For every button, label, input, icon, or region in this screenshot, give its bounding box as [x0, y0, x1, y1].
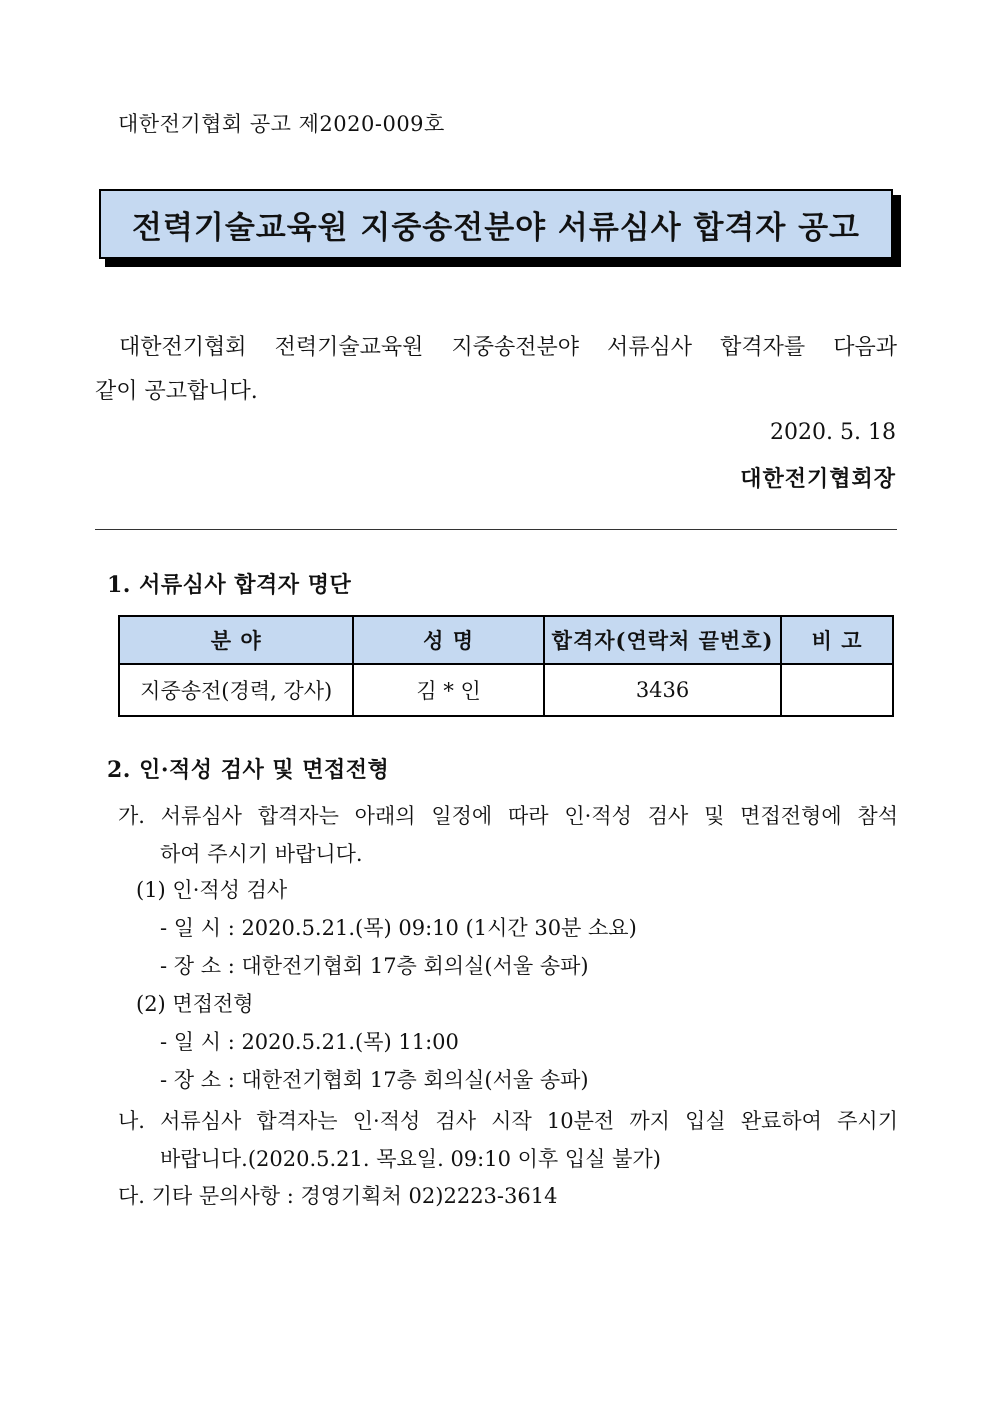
- item-ga-line-1: 가. 서류심사 합격자는 아래의 일정에 따라 인·적성 검사 및 면접전형에 참석: [118, 804, 898, 828]
- section-2-heading: 2. 인·적성 검사 및 면접전형: [107, 757, 390, 783]
- sub-aptitude-title: (1) 인·적성 검사: [136, 878, 288, 902]
- section-1-heading: 1. 서류심사 합격자 명단: [107, 572, 352, 598]
- header-field: 분 야: [119, 616, 353, 664]
- intro-line-2: 같이 공고합니다.: [95, 379, 258, 404]
- sub-aptitude-time: - 일 시 : 2020.5.21.(목) 09:10 (1시간 30분 소요): [160, 916, 637, 940]
- item-ga-line-2: 하여 주시기 바랍니다.: [160, 842, 363, 866]
- notice-number: 대한전기협회 공고 제2020-009호: [118, 112, 445, 136]
- intro-line-1: 대한전기협회 전력기술교육원 지중송전분야 서류심사 합격자를 다음과: [119, 335, 897, 360]
- sub-interview-time: - 일 시 : 2020.5.21.(목) 11:00: [160, 1030, 459, 1054]
- table-row: [119, 664, 893, 716]
- cell-contact: 3436: [544, 664, 781, 716]
- cell-name: 김 * 인: [353, 664, 543, 716]
- item-na-line-2: 바랍니다.(2020.5.21. 목요일. 09:10 이후 입실 불가): [160, 1147, 661, 1171]
- sub-interview-title: (2) 면접전형: [136, 992, 254, 1016]
- sub-aptitude-place: - 장 소 : 대한전기협회 17층 회의실(서울 송파): [160, 954, 589, 978]
- cell-field: 지중송전(경력, 강사): [119, 664, 353, 716]
- passer-table: [118, 615, 894, 717]
- notice-title: 전력기술교육원 지중송전분야 서류심사 합격자 공고: [99, 189, 893, 259]
- header-name: 성 명: [353, 616, 543, 664]
- sub-interview-place: - 장 소 : 대한전기협회 17층 회의실(서울 송파): [160, 1068, 589, 1092]
- item-da-contact: 다. 기타 문의사항 : 경영기획처 02)2223-3614: [118, 1184, 558, 1208]
- table-header-row: [119, 616, 893, 664]
- notice-date: 2020. 5. 18: [770, 420, 896, 445]
- header-remarks: 비 고: [781, 616, 893, 664]
- divider: [95, 529, 897, 530]
- item-na: [118, 1102, 898, 1178]
- cell-remarks: [781, 664, 893, 716]
- item-na-line-1: 나. 서류심사 합격자는 인·적성 검사 시작 10분전 까지 입실 완료하여 주시기: [118, 1109, 898, 1133]
- intro-paragraph: [95, 326, 897, 414]
- header-passer-contact: 합격자(연락처 끝번호): [544, 616, 781, 664]
- item-ga: [118, 797, 898, 873]
- signer: 대한전기협회장: [740, 466, 896, 492]
